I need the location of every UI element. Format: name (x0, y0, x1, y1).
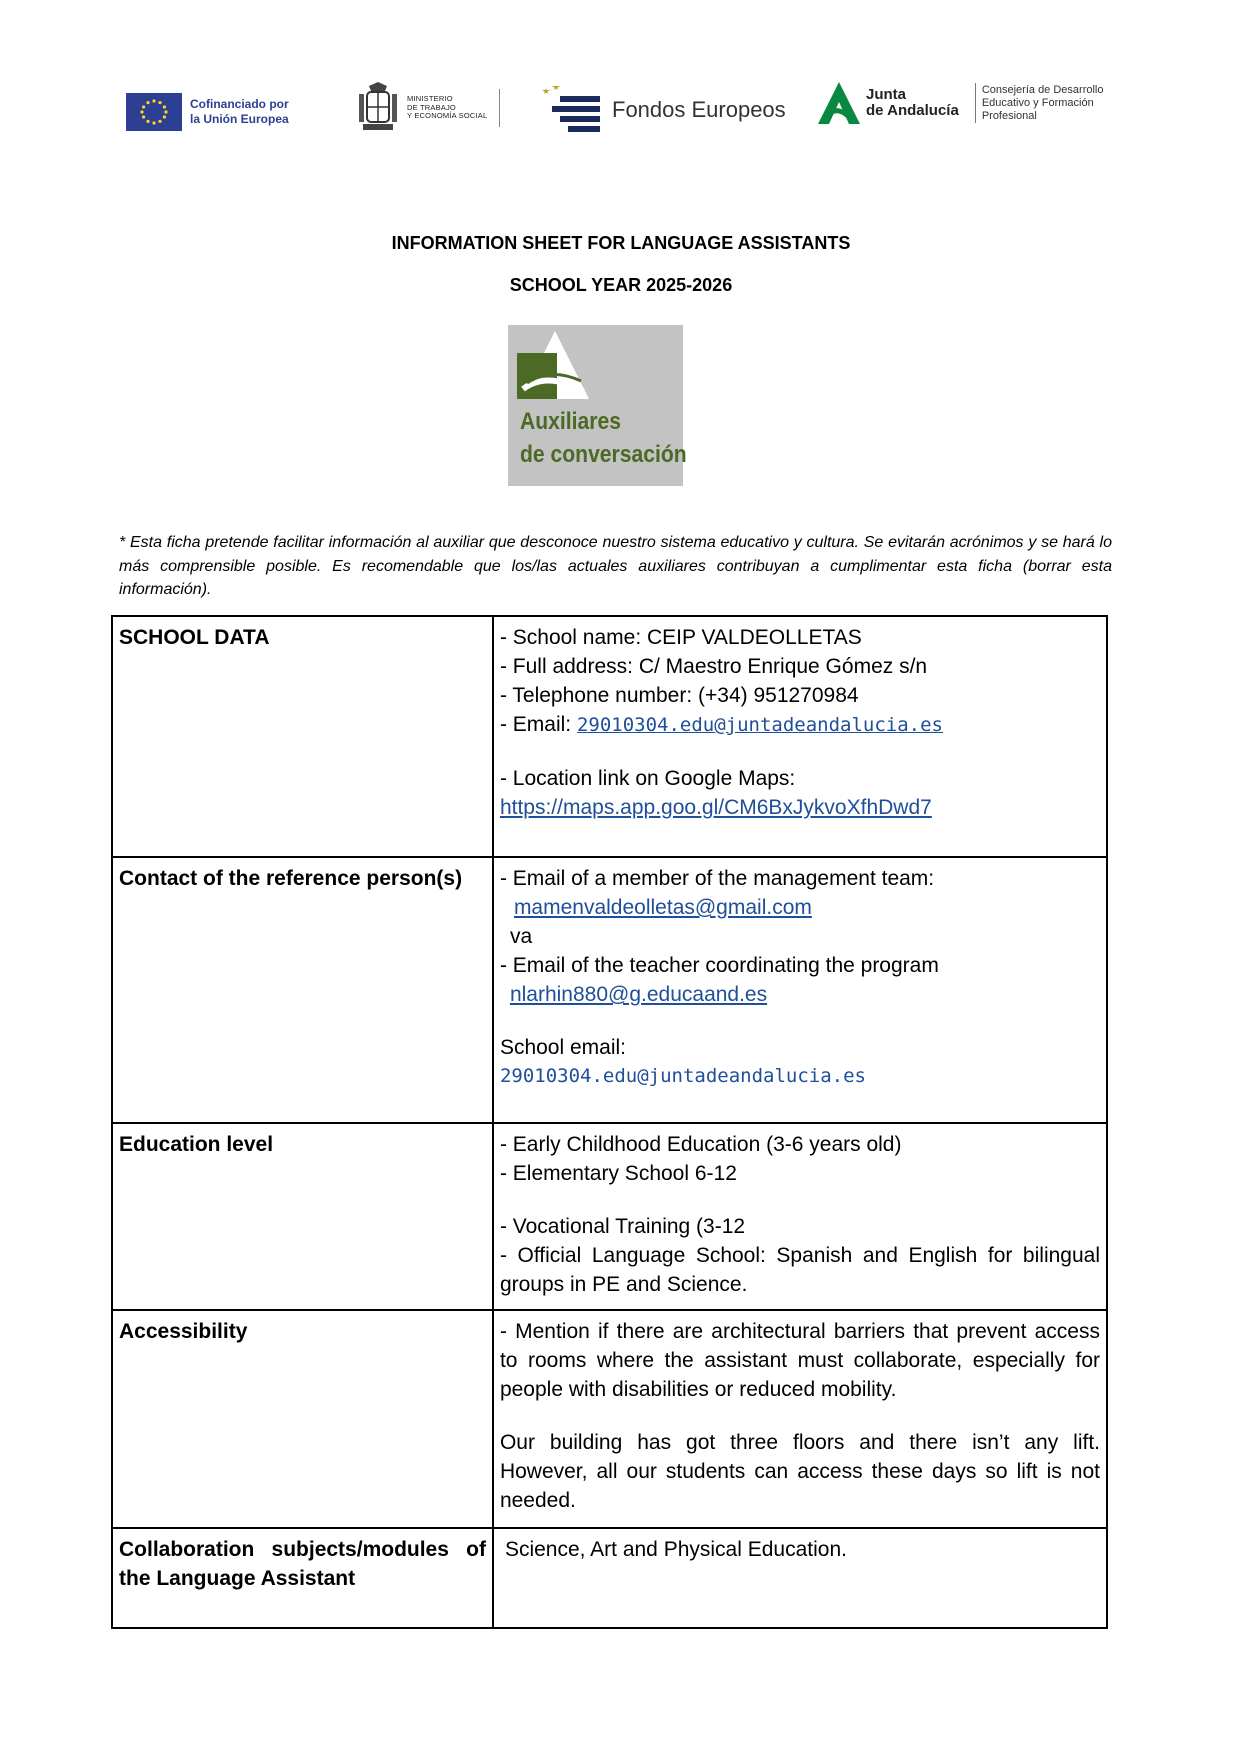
junta-andalucia-logo (818, 82, 1103, 124)
school-name: - School name: CEIP VALDEOLLETAS (499, 626, 862, 649)
value-education-level (493, 1123, 1107, 1310)
school-email-label: School email: (499, 1036, 626, 1059)
mgmt-email-label: - Email of a member of the management team: (499, 867, 935, 890)
education-language-school: - Official Language School: Spanish and English for bilingual groups in PE and Science. (499, 1244, 1100, 1296)
value-accessibility (493, 1310, 1107, 1528)
eu-text-line2: la Unión Europea (190, 112, 289, 126)
eu-cofinanced-logo (126, 93, 289, 131)
eu-text-line1: Cofinanciado por (190, 97, 289, 111)
maps-link[interactable]: https://maps.app.goo.gl/CM6BxJykvoXfhDwd7 (499, 796, 932, 819)
label-education-level: Education level (112, 1123, 493, 1310)
page-title: INFORMATION SHEET FOR LANGUAGE ASSISTANTS (391, 233, 851, 253)
education-early-childhood: - Early Childhood Education (3-6 years old) (499, 1133, 902, 1156)
disclaimer-note: * Esta ficha pretende facilitar información al auxiliar que desconoce nuestro sistema educativo y cultura. Se evitarán acrónimos y se hará lo más comprensible posible. Es recomendable que los/las actuales auxiliares contribuyan a cumplimentar esta ficha (borrar esta información). (119, 534, 1112, 598)
consejeria-text-line2: Educativo y Formación (981, 96, 1094, 109)
consejeria-text-line3: Profesional (981, 109, 1037, 122)
label-contact: Contact of the reference person(s) (112, 857, 493, 1123)
ministry-logo (355, 82, 500, 134)
auxiliares-text-line1: Auxiliares (520, 408, 621, 435)
ministry-text-line1: MINISTERIO (407, 94, 453, 104)
junta-a-icon (818, 82, 860, 124)
ministry-text-line3: Y ECONOMÍA SOCIAL (407, 111, 488, 121)
junta-text-line1: Junta (866, 86, 907, 103)
label-accessibility: Accessibility (112, 1310, 493, 1528)
table-row-accessibility (112, 1310, 1107, 1528)
value-contact (493, 857, 1107, 1123)
table-row-collaboration (112, 1528, 1107, 1628)
coord-email-link[interactable]: nlarhin880@g.educaand.es (509, 983, 768, 1006)
junta-text-line2: de Andalucía (866, 102, 959, 119)
school-address: - Full address: C/ Maestro Enrique Gómez s/n (499, 655, 928, 678)
school-email-link[interactable]: 29010304.edu@juntadeandalucia.es (576, 714, 943, 736)
header-logos (0, 78, 1242, 158)
label-school-data: SCHOOL DATA (112, 616, 493, 857)
junta-divider (975, 83, 976, 123)
fondos-europeos-icon (538, 86, 606, 134)
mgmt-email-link[interactable]: mamenvaldeolletas@gmail.com (513, 896, 812, 919)
fondos-europeos-logo (538, 86, 786, 134)
school-email-prefix: - Email: (499, 713, 577, 736)
va-text: va (509, 925, 533, 948)
table-row-education-level (112, 1123, 1107, 1310)
coord-email-label: - Email of the teacher coordinating the program (499, 954, 939, 977)
contact-school-email[interactable]: 29010304.edu@juntadeandalucia.es (499, 1065, 866, 1087)
value-school-data (493, 616, 1107, 857)
auxiliares-text-line2: de conversación (520, 441, 687, 468)
education-vocational: - Vocational Training (3-12 (499, 1215, 746, 1238)
page-subtitle: SCHOOL YEAR 2025-2026 (509, 275, 733, 295)
accessibility-instruction: - Mention if there are architectural barriers that prevent access to rooms where the assistant must collaborate, especially for people with disabilities or reduced mobility. (499, 1320, 1100, 1401)
accessibility-answer: Our building has got three floors and there isn’t any lift. However, all our students can access these days so lift is not needed. (499, 1431, 1100, 1512)
fondos-europeos-text: Fondos Europeos (612, 97, 786, 122)
auxiliares-logo (508, 325, 687, 486)
eu-flag-icon (126, 93, 182, 131)
coat-of-arms-icon (355, 82, 401, 134)
table-row-contact (112, 857, 1107, 1123)
info-table (111, 615, 1108, 1629)
ministry-divider (499, 89, 500, 127)
label-collaboration: Collaboration subjects/modules of the Language Assistant (112, 1528, 493, 1628)
school-phone: - Telephone number: (+34) 951270984 (499, 684, 859, 707)
table-row-school-data (112, 616, 1107, 857)
ministry-text-line2: DE TRABAJO (407, 102, 456, 112)
collaboration-subjects: Science, Art and Physical Education. (504, 1538, 847, 1561)
auxiliares-a-icon (517, 331, 597, 401)
consejeria-text-line1: Consejería de Desarrollo (981, 83, 1104, 96)
education-elementary: - Elementary School 6-12 (499, 1162, 737, 1185)
maps-label: - Location link on Google Maps: (499, 767, 796, 790)
